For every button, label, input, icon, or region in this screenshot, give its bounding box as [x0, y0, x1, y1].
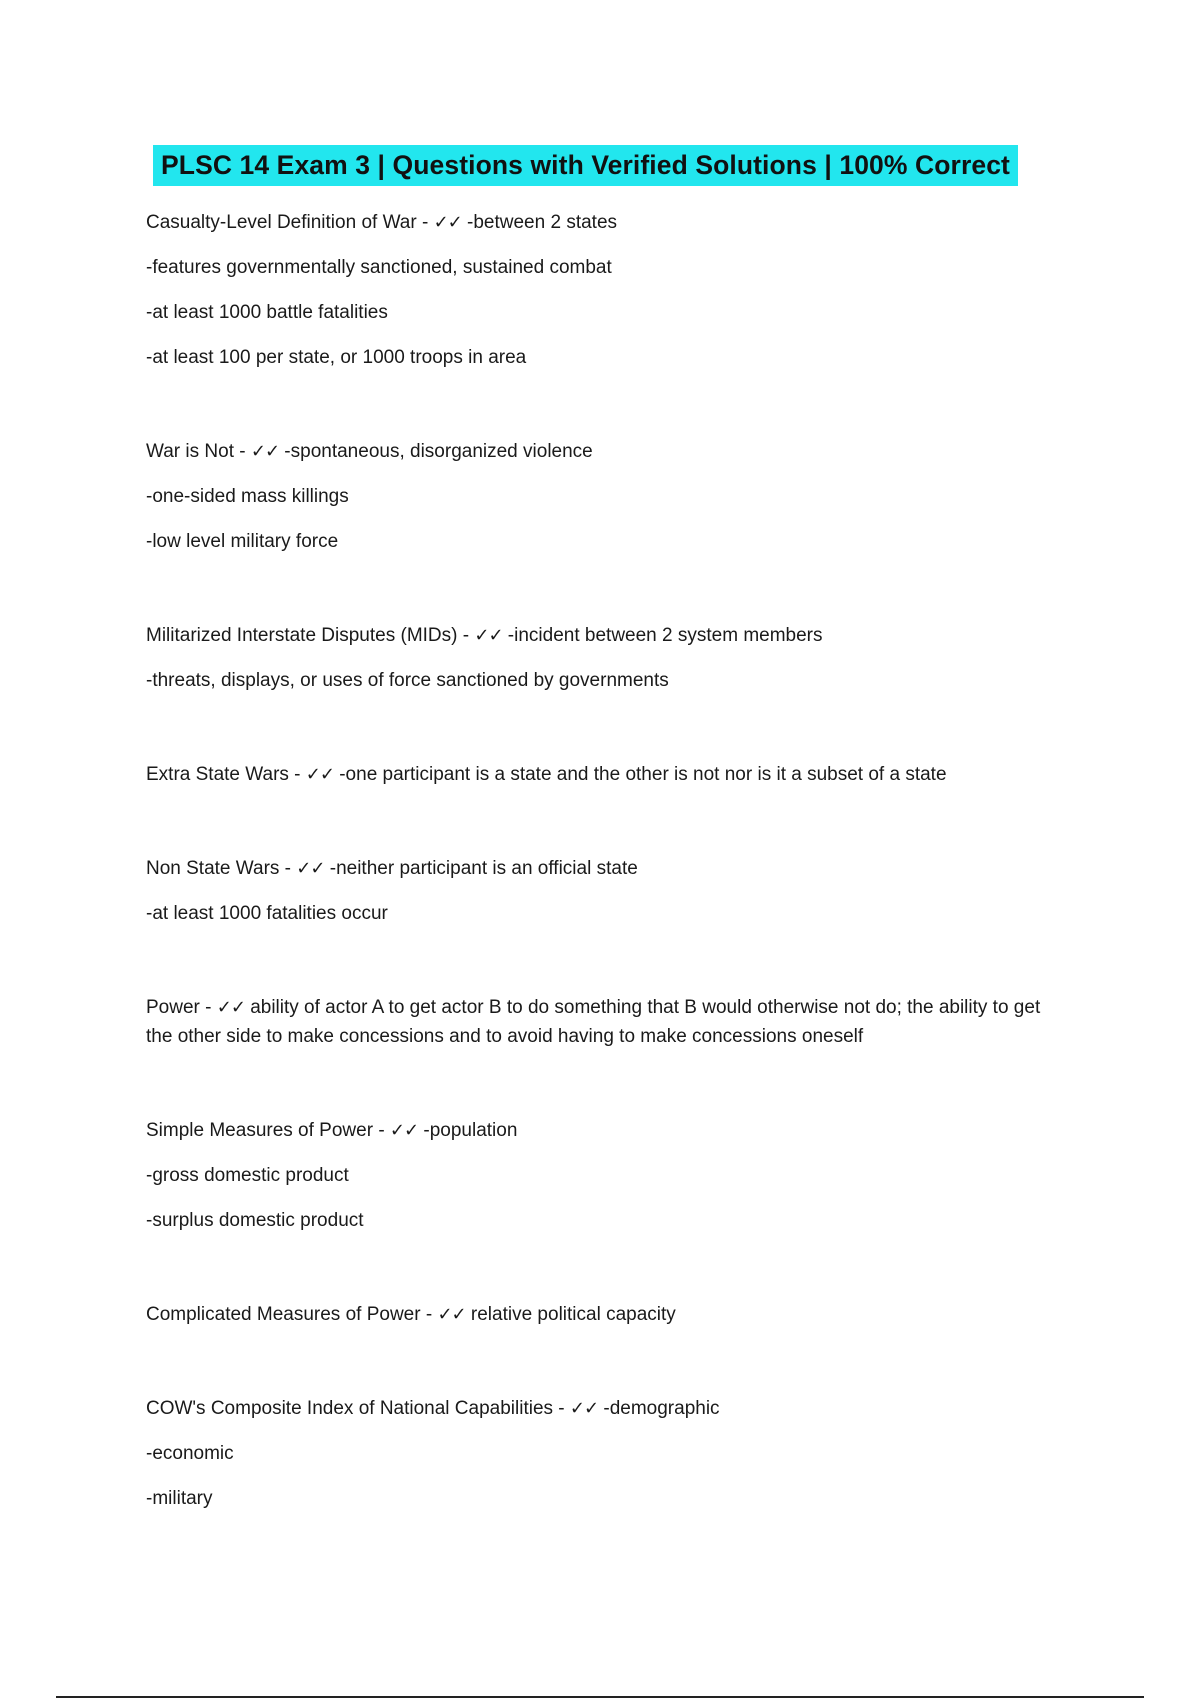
qa-question-line [146, 1300, 1046, 1329]
check-mark-icon: ✓✓ [250, 441, 280, 462]
check-mark-icon: ✓✓ [433, 212, 462, 233]
qa-question-line [146, 437, 1046, 466]
qa-entry [146, 621, 1046, 695]
check-mark-icon: ✓✓ [569, 1398, 599, 1419]
answer-line: -gross domestic product [146, 1165, 349, 1186]
qa-entry [146, 854, 1046, 928]
check-mark-icon: ✓✓ [389, 1120, 419, 1141]
question-term: Non State Wars - [146, 858, 297, 879]
answer-line: -economic [146, 1443, 234, 1464]
qa-entry [146, 1394, 1046, 1513]
check-mark-icon: ✓✓ [305, 764, 334, 785]
qa-entry [146, 993, 1046, 1051]
qa-question-line [146, 208, 1046, 237]
answer-line: -at least 1000 battle fatalities [146, 302, 388, 323]
check-mark-icon: ✓✓ [296, 858, 325, 879]
check-mark-icon: ✓✓ [437, 1304, 466, 1325]
question-term: Power - [146, 997, 217, 1018]
qa-entry [146, 437, 1046, 556]
question-term: Simple Measures of Power - [146, 1120, 390, 1141]
answer-text: ability of actor A to get actor B to do something that B would otherwise not do; the ability to get the other side to make concessions and to avoid having to make concessions oneself [146, 997, 1041, 1047]
answer-line: -at least 1000 fatalities occur [146, 903, 388, 924]
qa-question-line [146, 621, 1046, 650]
answer-text: -demographic [598, 1398, 720, 1419]
question-term: COW's Composite Index of National Capabilities - [146, 1398, 570, 1419]
qa-entry [146, 1116, 1046, 1235]
qa-entry [146, 760, 1046, 789]
qa-question-line [146, 854, 1046, 883]
qa-question-line [146, 760, 1046, 789]
answer-text: -incident between 2 system members [502, 625, 823, 646]
answer-line: -surplus domestic product [146, 1210, 364, 1231]
question-term: Extra State Wars - [146, 764, 306, 785]
qa-question-line [146, 993, 1046, 1051]
qa-entry [146, 1300, 1046, 1329]
answer-text: -population [418, 1120, 518, 1141]
answer-text: -neither participant is an official state [324, 858, 638, 879]
answer-line: -at least 100 per state, or 1000 troops in area [146, 347, 527, 368]
answer-line: -features governmentally sanctioned, sustained combat [146, 257, 612, 278]
question-term: Casualty-Level Definition of War - [146, 212, 434, 233]
answer-line: -military [146, 1488, 213, 1509]
qa-list [146, 208, 1046, 1578]
answer-line: -one-sided mass killings [146, 486, 349, 507]
answer-line: -low level military force [146, 531, 339, 552]
answer-text: -spontaneous, disorganized violence [279, 441, 593, 462]
check-mark-icon: ✓✓ [216, 997, 245, 1018]
check-mark-icon: ✓✓ [474, 625, 503, 646]
question-term: Militarized Interstate Disputes (MIDs) - [146, 625, 475, 646]
question-term: War is Not - [146, 441, 251, 462]
qa-entry [146, 208, 1046, 372]
page-title: PLSC 14 Exam 3 | Questions with Verified Solutions | 100% Correct [153, 145, 1018, 186]
page-footer-rule [56, 1696, 1144, 1698]
answer-text: -between 2 states [461, 212, 618, 233]
answer-line: -threats, displays, or uses of force sanctioned by governments [146, 670, 669, 691]
qa-question-line [146, 1116, 1046, 1145]
answer-text: -one participant is a state and the other is not nor is it a subset of a state [333, 764, 947, 785]
qa-question-line [146, 1394, 1046, 1423]
question-term: Complicated Measures of Power - [146, 1304, 438, 1325]
answer-text: relative political capacity [465, 1304, 676, 1325]
